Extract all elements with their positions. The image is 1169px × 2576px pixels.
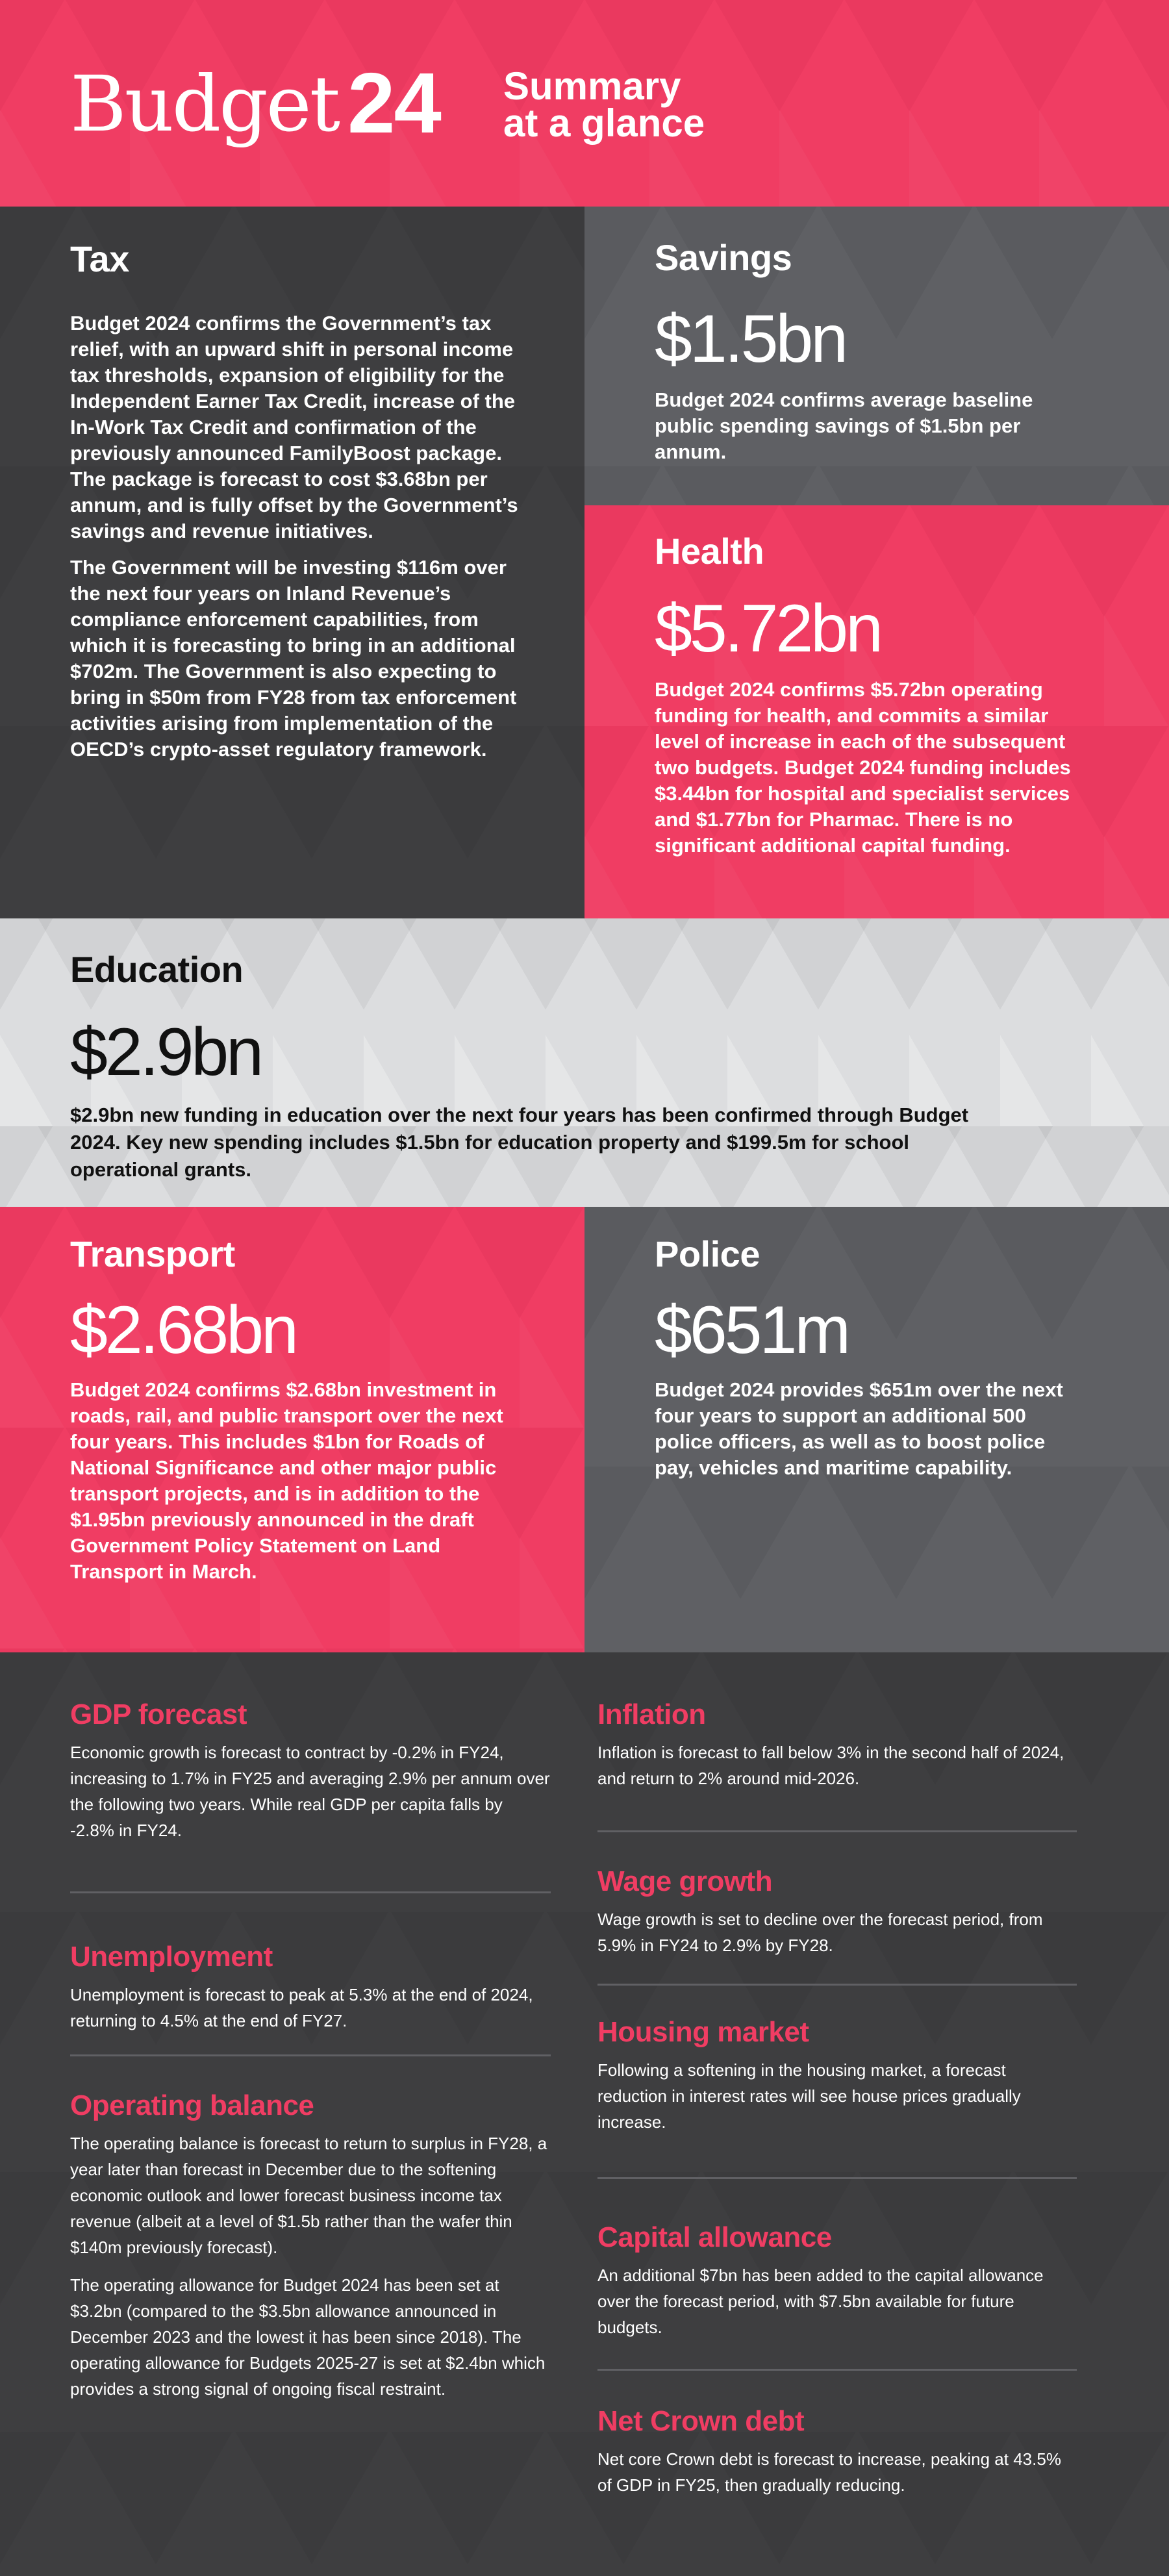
capital-allowance-body: An additional $7bn has been added to the capital allowance over the forecast period, with $7.5bn available for future budgets. — [597, 2266, 1044, 2338]
gdp-forecast-title: GDP forecast — [70, 1698, 247, 1730]
tagline-line-2: at a glance — [503, 101, 705, 145]
operating-balance-body-1: The operating balance is forecast to return to surplus in FY28, a year later than forecast in December due to the softening economic outlook and lower forecast business income tax revenue (albeit at a level of $1.5b rather than the wafer thin $140m previously forecast). — [70, 2134, 547, 2258]
tax-paragraph-1: Budget 2024 confirms the Government’s tax relief, with an upward shift in personal income tax thresholds, expansion of eligibility for the Independent Earner Tax Credit, increase of the In-Work Tax Credit and confirmation of the previously announced FamilyBoost package. The package is forecast to cost $3.68bn per annum, and is fully offset by the Government’s savings and revenue initiatives. — [70, 311, 518, 542]
housing-market-body: Following a softening in the housing market, a forecast reduction in interest rates will see house prices gradually increase. — [597, 2060, 1021, 2132]
topic-operating-balance — [70, 2056, 551, 2402]
topic-housing-market — [597, 1986, 1077, 2177]
savings-figure: $1.5bn — [655, 301, 846, 377]
education-figure: $2.9bn — [70, 1014, 262, 1090]
health-section — [584, 505, 1169, 918]
savings-body: Budget 2024 confirms average baseline public spending savings of $1.5bn per annum. — [655, 388, 1033, 463]
health-title: Health — [655, 531, 764, 572]
police-section — [584, 1207, 1169, 1652]
tax-paragraph-2: The Government will be investing $116m over the next four years on Inland Revenue’s compliance enforcement capabilities, from which it is forecasting to bring in an additional $702m. The Government is also expecting to bring in $50m from FY28 from tax enforcement activities arising from implementation of the OECD’s crypto-asset regulatory framework. — [70, 555, 517, 761]
housing-market-title: Housing market — [597, 2016, 809, 2048]
capital-allowance-title: Capital allowance — [597, 2221, 832, 2253]
topic-wage-growth — [597, 1832, 1077, 1984]
economic-outlook-section — [0, 1652, 1169, 2576]
police-body: Budget 2024 provides $651m over the next four years to support an additional 500 police officers, as well as to boost police pay, vehicles and maritime capability. — [655, 1378, 1063, 1479]
unemployment-body: Unemployment is forecast to peak at 5.3% at the end of 2024, returning to 4.5% at the end of FY27. — [70, 1985, 533, 2031]
topic-capital-allowance — [597, 2179, 1077, 2369]
inflation-title: Inflation — [597, 1698, 706, 1730]
tax-body — [70, 310, 525, 763]
operating-balance-body-2: The operating allowance for Budget 2024 has been set at $3.2bn (compared to the $3.5bn allowance announced in December 2023 and the lowest it has been since 2018). The operating allowance for Budgets 2025-27 is set at $2.4bn which provides a strong signal of ongoing fiscal restraint. — [70, 2275, 546, 2399]
topic-inflation — [597, 1652, 1077, 1830]
brand-word: Budget — [70, 58, 339, 149]
police-figure: $651m — [655, 1292, 848, 1368]
operating-balance-title: Operating balance — [70, 2090, 314, 2121]
wage-growth-title: Wage growth — [597, 1865, 773, 1897]
education-section — [0, 918, 1169, 1207]
transport-figure: $2.68bn — [70, 1292, 296, 1368]
outlook-right-column — [597, 1652, 1077, 2498]
topic-unemployment — [70, 1893, 551, 2054]
gdp-forecast-body: Economic growth is forecast to contract by -0.2% in FY24, increasing to 1.7% in FY25 and averaging 2.9% per annum over the following two years. While real GDP per capita falls by -2.8% in FY24. — [70, 1743, 550, 1841]
transport-body: Budget 2024 confirms $2.68bn investment in roads, rail, and public transport over the next four years. This includes $1bn for Roads of National Significance and other major public transport projects, and is in addition to the $1.95bn previously announced in the draft Government Policy Statement on Land Transport in March. — [70, 1378, 503, 1583]
tax-title: Tax — [70, 238, 129, 279]
brand-number: 24 — [347, 55, 440, 151]
inflation-body: Inflation is forecast to fall below 3% in the second half of 2024, and return to 2% around mid-2026. — [597, 1743, 1064, 1789]
wage-growth-body: Wage growth is set to decline over the forecast period, from 5.9% in FY24 to 2.9% by FY28. — [597, 1910, 1043, 1956]
savings-title: Savings — [655, 237, 792, 278]
net-crown-debt-body: Net core Crown debt is forecast to increase, peaking at 43.5% of GDP in FY25, then gradually reducing. — [597, 2449, 1061, 2495]
header-banner — [0, 0, 1169, 207]
topic-gdp-forecast — [70, 1652, 551, 1891]
tagline-line-1: Summary — [503, 64, 681, 108]
net-crown-debt-title: Net Crown debt — [597, 2405, 805, 2437]
transport-section — [0, 1207, 584, 1652]
unemployment-title: Unemployment — [70, 1941, 273, 1973]
transport-title: Transport — [70, 1233, 235, 1274]
education-body: $2.9bn new funding in education over the next four years has been confirmed through Budget 2024. Key new spending includes $1.5bn for education property and $199.5m for school operational grants. — [70, 1103, 969, 1181]
outlook-left-column — [70, 1652, 551, 2402]
health-figure: $5.72bn — [655, 590, 881, 666]
health-body: Budget 2024 confirms $5.72bn operating funding for health, and commits a similar level of increase in each of the subsequent two budgets. Budget 2024 funding includes $3.44bn for hospital and specialist services and $1.77bn for Pharmac. There is no significant additional capital funding. — [655, 677, 1071, 857]
topic-net-crown-debt — [597, 2371, 1077, 2498]
savings-section — [584, 207, 1169, 505]
education-title: Education — [70, 949, 244, 990]
tagline — [503, 64, 705, 145]
tax-section — [0, 207, 584, 918]
police-title: Police — [655, 1233, 760, 1274]
budget-logo — [70, 55, 440, 151]
